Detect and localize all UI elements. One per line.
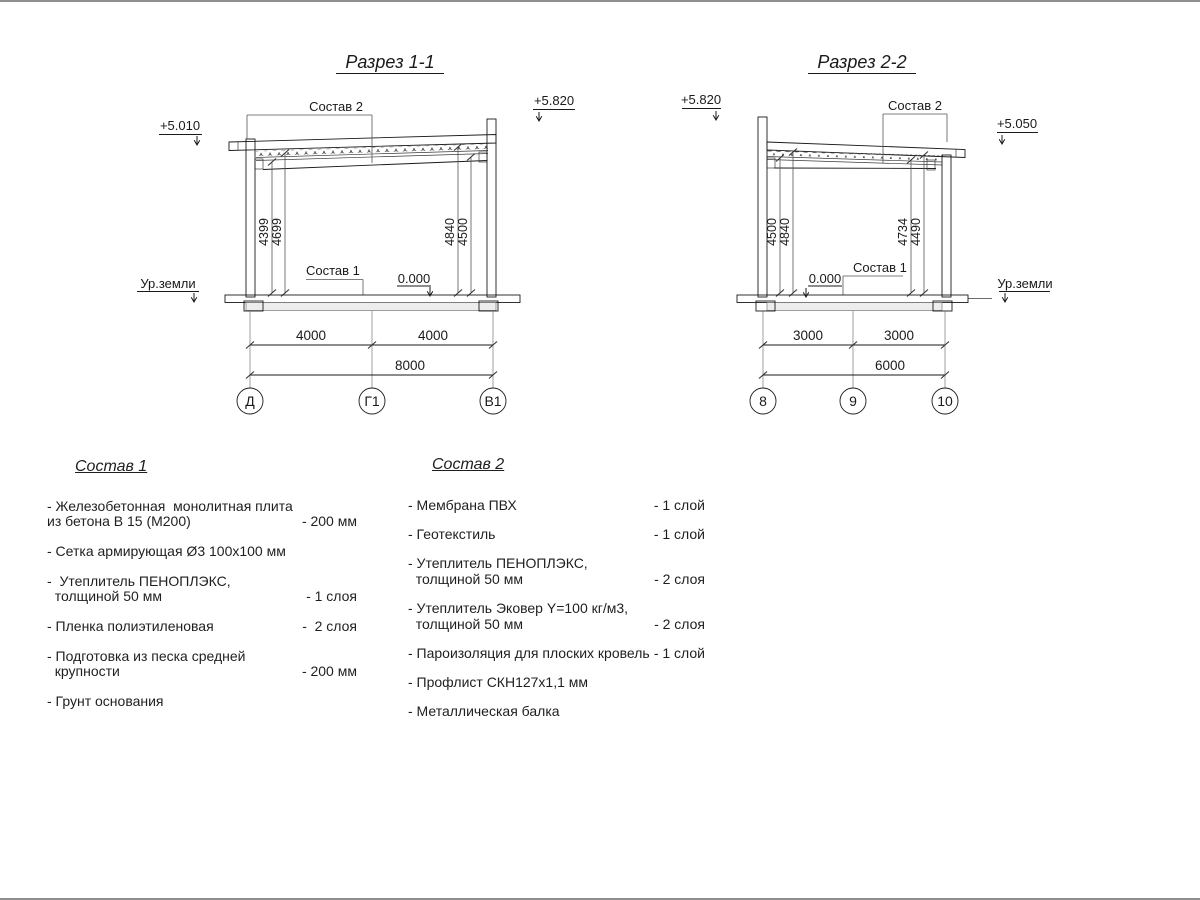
section-title: Разрез 1-1 xyxy=(345,52,435,72)
list-item xyxy=(408,600,705,632)
axis-markers xyxy=(237,388,506,414)
composition-2-title: Состав 2 xyxy=(432,456,505,473)
wall-right xyxy=(487,119,496,297)
list-item xyxy=(408,674,705,690)
roof-composition-label: Состав 2 xyxy=(888,98,942,113)
svg-text:0.000: 0.000 xyxy=(808,271,842,286)
svg-text:Ур.земли: Ур.земли xyxy=(997,276,1053,291)
zero-level-mark xyxy=(397,271,433,296)
roof-composition-leader xyxy=(883,98,947,163)
floor-slab xyxy=(737,295,968,311)
total-dim: 6000 xyxy=(874,358,906,373)
axis-label: В1 xyxy=(484,393,502,409)
level-arrow-icon xyxy=(191,293,197,302)
floor-slab xyxy=(225,295,520,311)
vertical-dim: 4840 xyxy=(443,218,457,246)
sections-drawing xyxy=(0,2,1200,432)
list-item-text: - Сетка армирующая Ø3 100х100 мм xyxy=(47,543,286,559)
elevation-mark-right xyxy=(533,93,575,121)
axis-markers xyxy=(750,388,958,414)
span-dim: 3000 xyxy=(883,328,915,343)
svg-text:+5.820: +5.820 xyxy=(533,93,575,108)
level-arrow-icon xyxy=(536,112,542,121)
section-2-2 xyxy=(681,52,1053,414)
composition-1-title: Состав 1 xyxy=(75,458,148,475)
list-item xyxy=(47,649,357,679)
list-item-qty: - 2 слоя xyxy=(302,618,357,634)
level-arrow-icon xyxy=(713,111,719,120)
list-item-qty: - 2 слоя xyxy=(654,571,705,587)
composition-1-list xyxy=(47,458,357,724)
elevation-mark-left xyxy=(681,92,721,120)
level-arrow-icon xyxy=(803,288,809,297)
ground-level-mark xyxy=(968,276,1053,302)
svg-text:0.000: 0.000 xyxy=(397,271,431,286)
vertical-dim: 4500 xyxy=(456,218,470,246)
roof-slab xyxy=(767,142,965,170)
wall-left xyxy=(246,139,255,297)
wall-left xyxy=(758,117,767,297)
span-dim: 4000 xyxy=(295,328,327,343)
elevation-mark-right xyxy=(997,116,1038,144)
list-item xyxy=(47,694,357,709)
list-item-text: - Грунт основания xyxy=(47,693,164,709)
list-item xyxy=(408,703,705,719)
axis-label: Г1 xyxy=(364,393,380,409)
horizontal-dimensions xyxy=(246,311,497,388)
list-item-text: - Пленка полиэтиленовая xyxy=(47,618,214,634)
wall-right xyxy=(942,155,951,297)
span-dim: 4000 xyxy=(417,328,449,343)
axis-label: 8 xyxy=(759,393,767,409)
list-item-text: - Металлическая балка xyxy=(408,703,560,719)
list-item-text: - Утеплитель ПЕНОПЛЭКС, толщиной 50 мм xyxy=(47,573,231,604)
list-item-text: - Утеплитель ПЕНОПЛЭКС, толщиной 50 мм xyxy=(408,555,588,587)
svg-text:+5.820: +5.820 xyxy=(680,92,722,107)
elevation-mark-left xyxy=(159,118,202,145)
section-1-1 xyxy=(137,52,575,414)
sand-bed xyxy=(767,303,942,311)
ground-level-mark xyxy=(137,276,199,302)
beam-line xyxy=(774,168,936,169)
list-item xyxy=(47,544,357,559)
level-arrow-icon xyxy=(194,136,200,145)
composition-2-list xyxy=(408,456,705,732)
list-item-text: - Геотекстиль xyxy=(408,526,496,542)
floor-composition-label: Состав 1 xyxy=(306,263,360,278)
floor-composition-leader xyxy=(843,260,907,295)
axis-label: 9 xyxy=(849,393,857,409)
floor-composition-label: Состав 1 xyxy=(853,260,907,275)
list-item xyxy=(408,555,705,587)
vertical-dim: 4734 xyxy=(896,218,910,246)
roof-composition-label: Состав 2 xyxy=(309,99,363,114)
list-item-qty: - 1 слой xyxy=(653,526,705,542)
list-item-qty: - 1 слой xyxy=(653,497,705,513)
level-arrow-icon xyxy=(1002,293,1008,302)
axis-label: 10 xyxy=(937,393,953,409)
list-item xyxy=(408,645,705,661)
vertical-dim: 4840 xyxy=(778,218,792,246)
list-item-qty: - 1 слоя xyxy=(306,588,357,604)
vertical-dimensions xyxy=(257,144,475,297)
vertical-dim: 4500 xyxy=(765,218,779,246)
list-item-text: - Профлист СКН127х1,1 мм xyxy=(408,674,589,690)
list-item-text: - Утеплитель Эковер Y=100 кг/м3, толщиной 50 мм xyxy=(408,600,629,632)
section-title: Разрез 2-2 xyxy=(817,52,907,72)
list-item xyxy=(47,619,357,634)
svg-text:+5.010: +5.010 xyxy=(159,118,201,133)
list-item-text: - Пароизоляция для плоских кровель xyxy=(408,645,650,661)
total-dim: 8000 xyxy=(394,358,426,373)
vertical-dim: 4490 xyxy=(909,218,923,246)
level-arrow-icon xyxy=(999,135,1005,144)
svg-text:+5.050: +5.050 xyxy=(996,116,1038,131)
vertical-dim: 4399 xyxy=(257,218,271,246)
horizontal-dimensions xyxy=(759,311,949,388)
list-item xyxy=(47,574,357,604)
list-item-qty: - 2 слоя xyxy=(654,616,705,632)
list-item xyxy=(47,499,357,529)
svg-text:Ур.земли: Ур.земли xyxy=(140,276,196,291)
list-item-text: - Мембрана ПВХ xyxy=(408,497,517,513)
list-item xyxy=(408,497,705,513)
list-item-text: - Подготовка из песка средней крупности xyxy=(47,648,246,679)
zero-level-mark xyxy=(803,271,842,297)
list-item-qty: - 200 мм xyxy=(301,513,357,529)
list-item-qty: - 1 слой xyxy=(653,645,705,661)
vertical-dim: 4699 xyxy=(270,218,284,246)
list-item-qty: - 200 мм xyxy=(301,663,357,679)
floor-composition-leader xyxy=(306,263,363,295)
beam-line xyxy=(263,161,487,170)
span-dim: 3000 xyxy=(792,328,824,343)
axis-label: Д xyxy=(245,393,255,409)
list-item xyxy=(408,526,705,542)
sand-bed xyxy=(246,303,496,311)
list-item-text: - Железобетонная монолитная плита из бетона В 15 (М200) xyxy=(47,498,293,529)
